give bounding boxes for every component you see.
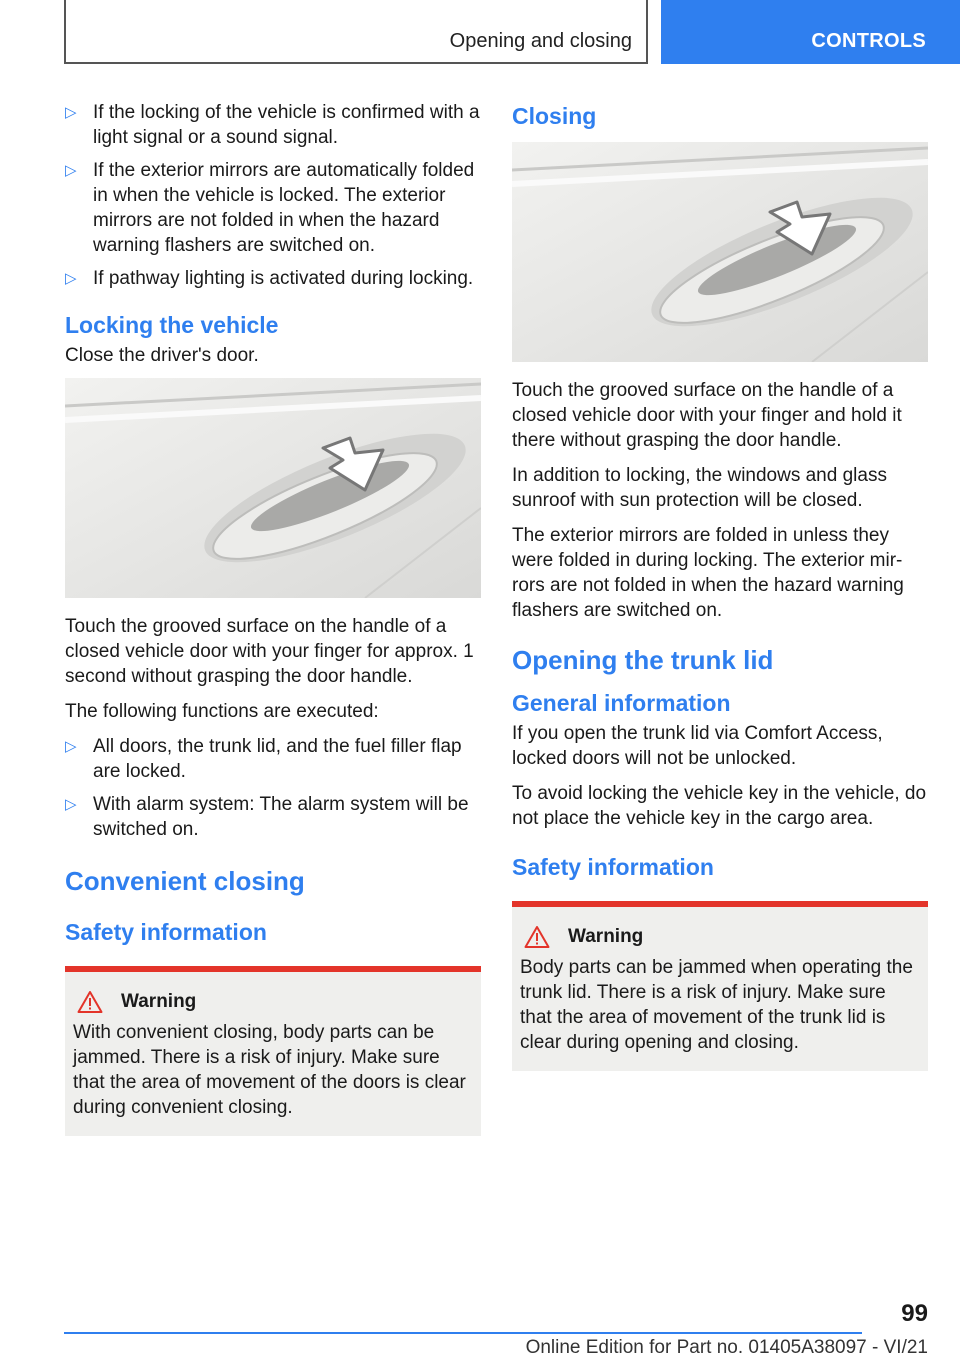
general-information-heading: General information — [512, 690, 731, 716]
footer-edition: Online Edition for Part no. 01405A38097 - VI/21 — [525, 1337, 928, 1358]
closing-heading: Closing — [512, 103, 597, 129]
right-column — [512, 100, 928, 1071]
list-item: ▷ If the locking of the vehicle is confirmed with a light signal or a sound signal. — [65, 102, 480, 148]
warning-box-right — [512, 901, 928, 1071]
warning-text: With convenient closing, body parts can be jammed. There is a risk of injury. Make sure that the area of movement of the doors is clear during convenient closing. — [73, 1022, 466, 1118]
safety-heading-right: Safety information — [512, 854, 714, 880]
door-handle-locking-image — [65, 378, 481, 598]
warning-title: Warning — [568, 926, 644, 947]
header-section-title: Opening and closing — [449, 30, 632, 52]
general-paragraph-1: If you open the trunk lid via Comfort Access, locked doors will not be unlocked. — [512, 723, 883, 769]
warning-box-left — [65, 966, 481, 1136]
warning-triangle-icon — [77, 990, 103, 1014]
list-item: ▷ With alarm system: The alarm system will be switched on. — [65, 794, 469, 840]
locking-heading: Locking the vehicle — [65, 312, 279, 338]
convenient-closing-heading: Convenient closing — [65, 866, 305, 896]
list-item: ▷ All doors, the trunk lid, and the fuel filler flap are locked. — [65, 736, 462, 782]
closing-paragraph-3: The exterior mirrors are folded in unless they were folded in during locking. The exterior mir-rors are not folded in when the hazard warning flashers are switched on. — [512, 525, 904, 621]
header-chapter-tab — [661, 0, 960, 64]
general-paragraph-2: To avoid locking the vehicle key in the vehicle, do not place the vehicle key in the cargo area. — [512, 783, 927, 829]
page-number: 99 — [901, 1300, 928, 1327]
locking-text: Touch the grooved surface on the handle of a closed vehicle door with your finger for approx. 1 second without grasping the door handle. — [65, 616, 474, 687]
closing-paragraph-2: In addition to locking, the windows and glass sunroof with sun protection will be closed. — [512, 465, 887, 511]
triangle-bullet-icon: ▷ — [65, 796, 77, 813]
closing-text: Touch the grooved surface on the handle of a closed vehicle door with your finger and hold it there without grasping the door handle. — [512, 380, 902, 451]
safety-heading-left: Safety information — [65, 919, 267, 945]
triangle-bullet-icon: ▷ — [65, 270, 77, 287]
locking-intro: Close the driver's door. — [65, 345, 259, 366]
footer-divider — [64, 1332, 862, 1334]
door-handle-closing-image — [512, 142, 928, 362]
left-column — [65, 100, 481, 1136]
triangle-bullet-icon: ▷ — [65, 162, 77, 179]
bullet-list-top — [65, 100, 481, 291]
triangle-bullet-icon: ▷ — [65, 104, 77, 121]
warning-triangle-icon — [524, 925, 550, 949]
list-item: ▷ If the exterior mirrors are automatically folded in when the vehicle is locked. The exterior mirrors are not folded in when the hazard warning flashers are switched on. — [65, 160, 475, 256]
trunk-lid-heading: Opening the trunk lid — [512, 645, 774, 675]
list-item: ▷ If pathway lighting is activated during locking. — [65, 268, 474, 289]
functions-intro: The following functions are executed: — [65, 701, 379, 722]
triangle-bullet-icon: ▷ — [65, 738, 77, 755]
warning-title: Warning — [121, 991, 197, 1012]
warning-text: Body parts can be jammed when operating the trunk lid. There is a risk of injury. Make sure that the area of movement of the trunk lid is clear during opening and closing. — [520, 957, 913, 1053]
functions-list — [65, 734, 481, 842]
header-chapter-title: CONTROLS — [811, 30, 926, 52]
header-section-box — [64, 0, 648, 64]
